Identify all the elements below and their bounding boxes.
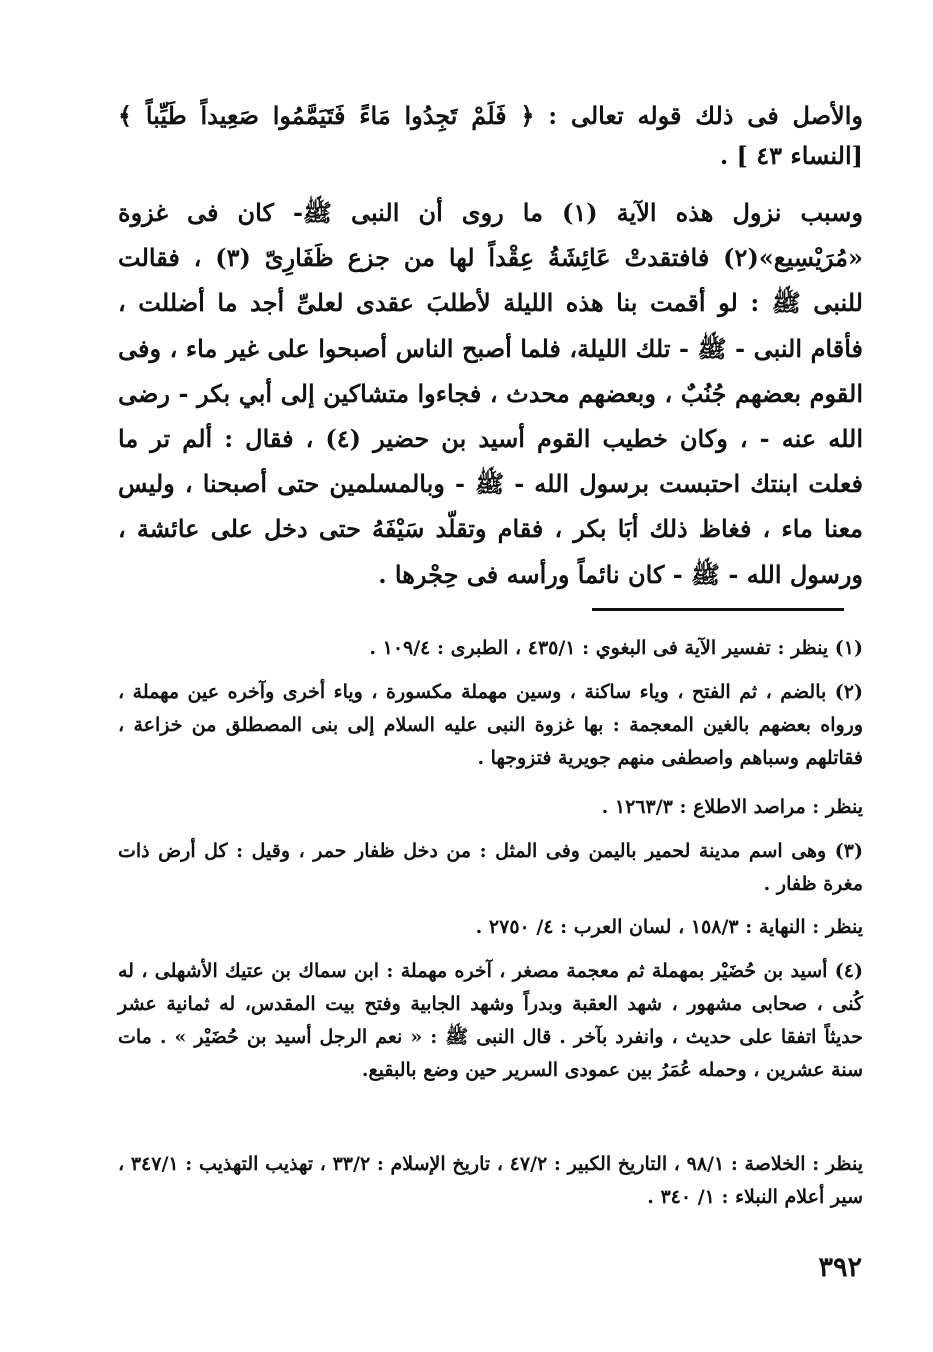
intro-paragraph: والأصل فى ذلك قوله تعالى : ﴿ فَلَمْ تَجِدُوا مَاءً فَتَيَمَّمُوا صَعِيداً طَيِّباً ﴾ [النساء ٤٣ ] . <box>118 101 863 170</box>
footnote-2: (٢) بالضم ، ثم الفتح ، وياء ساكنة ، وسين مهملة مكسورة ، وياء أخرى وآخره عين مهملة ، ورواه بعضهم بالغين المعجمة : بها غزوة النبى عليه السلام إلى بنى المصطلق من خزاعة ، فقاتلهم وسباهم واصطفى منهم جويرية فتزوجها . <box>118 681 863 769</box>
footnote-4: (٤) أسيد بن حُضَيْر بمهملة ثم معجمة مصغر ، آخره مهملة : ابن سماك بن عتيك الأشهلى ، له كُنى ، صحابى مشهور ، شهد العقبة وبدراً وشهد الجابية وفتح بيت المقدس، له ثمانية عشر حديثاً اتفقا على حديث ، وانفرد بآخر . قال النبى ﷺ : « نعم الرجل أسيد بن حُضَيْر » . مات سنة عشرين ، وحمله عُمَرُ بين عمودى السرير حين وضع بالبقيع. <box>118 960 863 1081</box>
footnote-divider <box>592 608 844 611</box>
footnote-3: (٣) وهى اسم مدينة لحمير باليمن وفى المثل : من دخل ظفار حمر ، وقيل : كل أرض ذات مغرة ظفار . <box>118 840 863 895</box>
page-number: ٣٩٢ <box>818 1252 862 1283</box>
footnote-2-source: ينظر : مراصد الاطلاع : ١٢٦٣/٣ . <box>601 796 863 818</box>
footnote-1: (١) ينظر : تفسير الآية فى البغوي : ٤٣٥/١ ، الطبرى : ١٠٩/٤ . <box>369 637 863 659</box>
footnote-4-source: ينظر : الخلاصة : ٩٨/١ ، التاريخ الكبير : ٤٧/٢ ، تاريخ الإسلام : ٣٣/٢ ، تهذيب التهذيب : ٣٤٧/١ ، سير أعلام النبلاء : ١/ ٣٤٠ . <box>118 1153 864 1208</box>
story-paragraph: وسبب نزول هذه الآية (١) ما روى أن النبى ﷺ- كان فى غزوة «مُرَيْسِيع»(٢) فافتقدتْ عَائِشَةُ عِقْداً لها من جزع ظَفَارِىّ (٣) ، فقالت للنبى ﷺ : لو أقمت بنا هذه الليلة لأطلبَ عقدى لعلىِّ أجد ما أضللت ، فأقام النبى - ﷺ - تلك الليلة، فلما أصبح الناس أصبحوا على غير ماء ، وفى القوم بعضهم جُنُبٌ ، وبعضهم محدث ، فجاءوا متشاكين إلى أبي بكر - رضى الله عنه - ، وكان خطيب القوم أسيد بن حضير (٤) ، فقال : ألم تر ما فعلت ابنتك احتبست برسول الله - ﷺ - وبالمسلمين حتى أصبحنا ، وليس معنا ماء ، فغاظ ذلك أبَا بكر ، فقام وتقلّد سَيْفَهُ حتى دخل على عائشة ، ورسول الله - ﷺ - كان نائماً ورأسه فى حِجْرها . <box>118 198 864 589</box>
footnote-3-source: ينظر : النهاية : ١٥٨/٣ ، لسان العرب : ٤/ ٢٧٥٠ . <box>475 916 863 938</box>
